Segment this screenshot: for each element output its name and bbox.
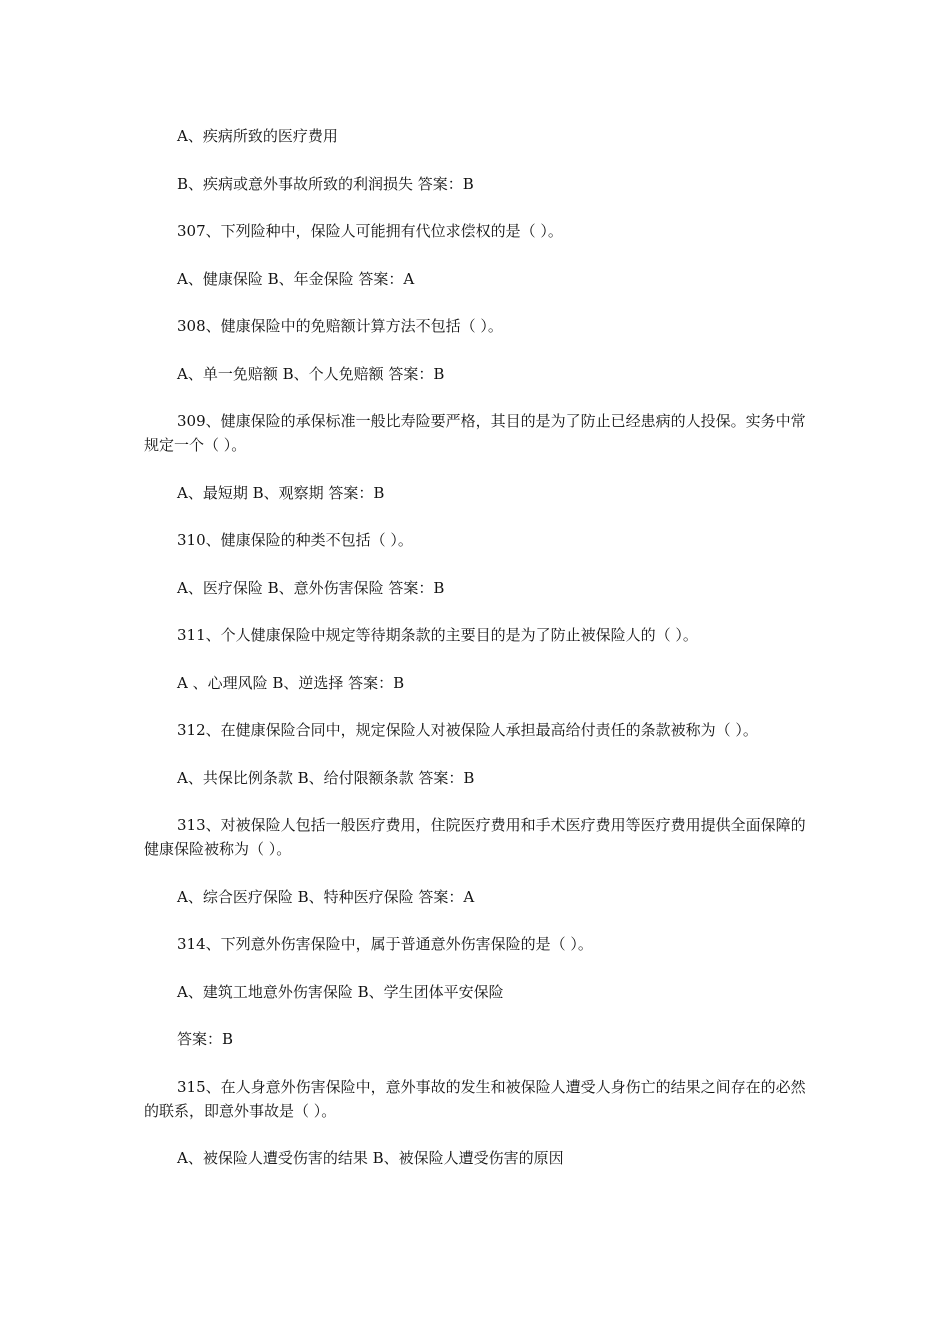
paragraph-14: A、共保比例条款 B、给付限额条款 答案：B — [177, 768, 475, 787]
paragraph-8: A、最短期 B、观察期 答案：B — [177, 483, 385, 502]
paragraph-9: 310、健康保险的种类不包括（ ）。 — [177, 531, 413, 549]
paragraph-19: 答案：B — [177, 1030, 234, 1048]
paragraph-17: 314、下列意外伤害保险中，属于普通意外伤害保险的是（ ）。 — [177, 935, 593, 953]
paragraph-6: A、单一免赔额 B、个人免赔额 答案：B — [177, 364, 445, 383]
document-body — [144, 124, 810, 1170]
paragraph-20: 315、在人身意外伤害保险中，意外事故的发生和被保险人遭受人身伤亡的结果之间存在的必然的联系，即意外事故是（ ）。 — [144, 1077, 806, 1120]
paragraph-5: 308、健康保险中的免赔额计算方法不包括（ ）。 — [177, 317, 503, 335]
paragraph-16: A、综合医疗保险 B、特种医疗保险 答案：A — [177, 887, 475, 906]
paragraph-1: A、疾病所致的医疗费用 — [177, 127, 338, 145]
paragraph-4: A、健康保险 B、年金保险 答案：A — [177, 269, 415, 288]
paragraph-3: 307、下列险种中，保险人可能拥有代位求偿权的是（ ）。 — [177, 222, 563, 240]
paragraph-13: 312、在健康保险合同中，规定保险人对被保险人承担最高给付责任的条款被称为（ ）。 — [177, 721, 758, 739]
paragraph-12: A 、心理风险 B、逆选择 答案：B — [177, 673, 405, 692]
paragraph-15: 313、对被保险人包括一般医疗费用，住院医疗费用和手术医疗费用等医疗费用提供全面保障的健康保险被称为（ ）。 — [144, 816, 806, 858]
paragraph-21: A、被保险人遭受伤害的结果 B、被保险人遭受伤害的原因 — [177, 1149, 564, 1167]
paragraph-10: A、医疗保险 B、意外伤害保险 答案：B — [177, 578, 445, 597]
paragraph-11: 311、个人健康保险中规定等待期条款的主要目的是为了防止被保险人的（ ）。 — [177, 626, 698, 644]
paragraph-2: B、疾病或意外事故所致的利润损失 答案：B — [177, 174, 474, 193]
paragraph-7: 309、健康保险的承保标准一般比寿险要严格，其目的是为了防止已经患病的人投保。实务中常规定一个（ ）。 — [144, 412, 806, 454]
paragraph-18: A、建筑工地意外伤害保险 B、学生团体平安保险 — [177, 982, 504, 1001]
